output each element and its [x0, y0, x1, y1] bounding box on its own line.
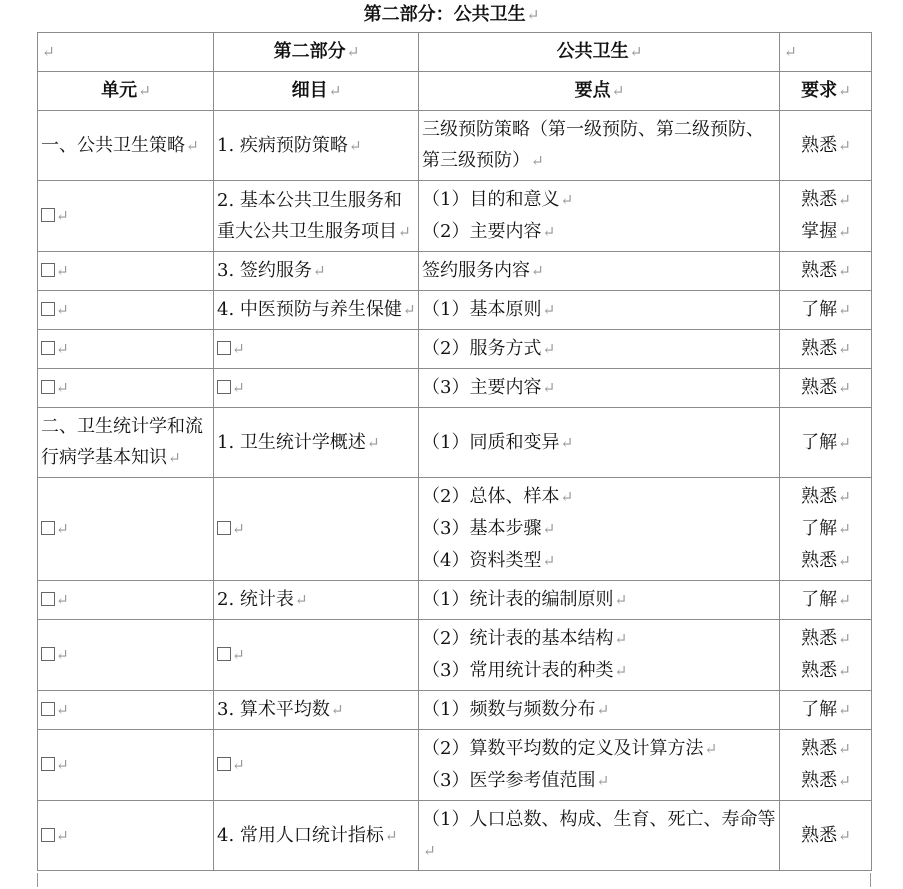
paragraph-mark-icon: ↵ — [384, 826, 398, 845]
page-corner-right — [870, 873, 871, 887]
cell-unit[interactable] — [38, 252, 214, 291]
cell-requirement-line-text: 掌握 — [801, 221, 838, 242]
cell-points-line — [422, 584, 777, 616]
cell-requirement-line — [783, 481, 869, 513]
paragraph-mark-icon: ↵ — [232, 756, 245, 774]
paragraph-mark-icon: ↵ — [611, 82, 625, 100]
cell-points-line-text: （2）总体、样本 — [422, 486, 560, 507]
paragraph-mark-icon: ↵ — [614, 662, 628, 680]
top-row-cell-part[interactable] — [214, 33, 419, 72]
cell-requirement[interactable] — [780, 181, 872, 252]
paragraph-mark-icon: ↵ — [56, 826, 69, 845]
table-row — [38, 291, 872, 330]
cell-item[interactable] — [214, 252, 419, 291]
header-item-label: 细目 — [291, 80, 328, 101]
paragraph-mark-icon: ↵ — [56, 591, 69, 609]
table-row — [38, 730, 872, 801]
header-unit-label: 单元 — [101, 80, 138, 101]
cell-requirement-line-text: 熟悉 — [801, 377, 838, 398]
cell-points[interactable] — [419, 620, 780, 691]
paragraph-mark-icon: ↵ — [398, 222, 411, 241]
paragraph-mark-icon: ↵ — [838, 772, 851, 790]
paragraph-mark-icon: ↵ — [138, 82, 151, 100]
paragraph-mark-icon: ↵ — [614, 591, 628, 609]
cell-points[interactable] — [419, 111, 780, 181]
empty-cell-box-icon — [41, 208, 55, 222]
empty-cell-box-icon — [217, 521, 231, 535]
cell-requirement-line-text: 熟悉 — [801, 486, 838, 507]
cell-requirement-line-text: 熟悉 — [801, 738, 838, 759]
cell-requirement-line — [783, 255, 869, 287]
paragraph-mark-icon: ↵ — [56, 379, 69, 397]
empty-cell-box-icon — [41, 302, 55, 316]
paragraph-mark-icon: ↵ — [838, 662, 851, 680]
paragraph-mark-icon: ↵ — [838, 82, 851, 100]
cell-points-line-text: （1）频数与频数分布 — [422, 699, 596, 720]
header-requirement[interactable] — [780, 72, 872, 111]
empty-cell-box-icon — [217, 647, 231, 661]
cell-requirement-line — [783, 765, 869, 797]
table-row — [38, 581, 872, 620]
paragraph-mark-icon: ↵ — [348, 136, 362, 155]
empty-cell-box-icon — [41, 380, 55, 394]
paragraph-mark-icon: ↵ — [838, 520, 851, 538]
cell-points-line — [422, 733, 777, 765]
cell-unit[interactable] — [38, 581, 214, 620]
cell-requirement-line-text: 熟悉 — [801, 134, 838, 156]
cell-requirement[interactable] — [780, 801, 872, 871]
table-row — [38, 408, 872, 478]
cell-requirement-line — [783, 513, 869, 545]
top-row-part-label: 第二部分 — [273, 41, 346, 62]
paragraph-mark-icon: ↵ — [838, 630, 851, 648]
cell-points-line-text: （3）基本步骤 — [422, 518, 542, 539]
cell-requirement-line — [783, 655, 869, 687]
paragraph-mark-icon: ↵ — [838, 340, 851, 358]
cell-unit-text: 二、卫生统计学和流行病学基本知识 — [41, 416, 203, 468]
cell-item[interactable] — [214, 181, 419, 252]
cell-requirement-line — [783, 333, 869, 365]
paragraph-mark-icon: ↵ — [531, 152, 544, 170]
cell-points-line-text: （2）服务方式 — [422, 338, 542, 359]
paragraph-mark-icon: ↵ — [526, 6, 540, 24]
cell-unit[interactable] — [38, 691, 214, 730]
cell-item-text: 1. 卫生统计学概述 — [217, 431, 366, 453]
paragraph-mark-icon: ↵ — [542, 379, 556, 397]
paragraph-mark-icon: ↵ — [596, 772, 610, 790]
table-row — [38, 330, 872, 369]
empty-cell-box-icon — [41, 828, 55, 842]
cell-item[interactable] — [214, 801, 419, 871]
paragraph-mark-icon: ↵ — [42, 43, 55, 61]
cell-item-text: 4. 中医预防与养生保健 — [217, 299, 402, 320]
top-row-subject-label: 公共卫生 — [556, 41, 629, 62]
top-row-cell-1[interactable] — [38, 33, 214, 72]
cell-unit[interactable] — [38, 620, 214, 691]
cell-points[interactable] — [419, 408, 780, 478]
paragraph-mark-icon: ↵ — [56, 701, 69, 719]
cell-requirement[interactable] — [780, 291, 872, 330]
cell-item-text: 2. 基本公共卫生服务和重大公共卫生服务项目 — [217, 189, 402, 242]
paragraph-mark-icon: ↵ — [838, 191, 851, 209]
cell-requirement[interactable] — [780, 691, 872, 730]
cell-requirement-line-text: 了解 — [801, 699, 838, 720]
cell-requirement-line — [783, 427, 869, 459]
paragraph-mark-icon: ↵ — [186, 136, 199, 155]
cell-requirement[interactable] — [780, 581, 872, 620]
cell-points-line — [422, 765, 777, 797]
cell-points[interactable] — [419, 730, 780, 801]
paragraph-mark-icon: ↵ — [560, 191, 574, 209]
table-top-row — [38, 33, 872, 72]
cell-unit[interactable] — [38, 478, 214, 581]
paragraph-mark-icon: ↵ — [704, 740, 718, 758]
cell-points-line-text: （1）人口总数、构成、生育、死亡、寿命等 — [422, 809, 776, 830]
cell-requirement-line — [783, 820, 869, 852]
cell-points[interactable] — [419, 801, 780, 871]
paragraph-mark-icon: ↵ — [838, 826, 851, 845]
empty-cell-box-icon — [41, 592, 55, 606]
cell-points[interactable] — [419, 581, 780, 620]
cell-unit[interactable] — [38, 181, 214, 252]
cell-requirement-line — [783, 372, 869, 404]
cell-requirement-line — [783, 216, 869, 248]
cell-item-text: 1. 疾病预防策略 — [217, 134, 348, 156]
cell-requirement-line-text: 了解 — [801, 431, 838, 453]
paragraph-mark-icon: ↵ — [542, 340, 556, 358]
paragraph-mark-icon: ↵ — [596, 701, 610, 719]
cell-requirement[interactable] — [780, 369, 872, 408]
cell-item[interactable] — [214, 408, 419, 478]
cell-points-line-text: （3）主要内容 — [422, 377, 542, 398]
empty-cell-box-icon — [217, 380, 231, 394]
cell-requirement-line-text: 了解 — [801, 518, 838, 539]
cell-points-line — [422, 184, 777, 216]
cell-requirement[interactable] — [780, 478, 872, 581]
paragraph-mark-icon: ↵ — [56, 301, 69, 319]
cell-requirement-line-text: 了解 — [801, 299, 838, 320]
header-points-label: 要点 — [574, 80, 611, 101]
empty-cell-box-icon — [41, 647, 55, 661]
table-row — [38, 620, 872, 691]
cell-points-line — [422, 294, 777, 326]
cell-requirement-line-text: 熟悉 — [801, 189, 838, 210]
cell-requirement-line-text: 了解 — [801, 589, 838, 610]
cell-points-line-text: （4）资料类型 — [422, 550, 542, 571]
paragraph-mark-icon: ↵ — [232, 520, 245, 538]
table-row — [38, 691, 872, 730]
paragraph-mark-icon: ↵ — [838, 591, 851, 609]
cell-item-text: 3. 算术平均数 — [217, 699, 330, 720]
cell-points-line-text: （1）基本原则 — [422, 299, 542, 320]
cell-requirement[interactable] — [780, 330, 872, 369]
cell-requirement-line-text: 熟悉 — [801, 338, 838, 359]
paragraph-mark-icon: ↵ — [56, 756, 69, 774]
paragraph-mark-icon: ↵ — [838, 262, 851, 280]
cell-points-line-text: （3）常用统计表的种类 — [422, 660, 614, 681]
cell-requirement[interactable] — [780, 620, 872, 691]
paragraph-mark-icon: ↵ — [168, 449, 181, 467]
empty-cell-box-icon — [41, 521, 55, 535]
paragraph-mark-icon: ↵ — [423, 842, 436, 860]
empty-cell-box-icon — [217, 757, 231, 771]
header-unit[interactable] — [38, 72, 214, 111]
cell-points-line — [422, 114, 777, 177]
cell-points-line-text: （2）主要内容 — [422, 221, 542, 242]
empty-cell-box-icon — [41, 702, 55, 716]
cell-requirement-line — [783, 733, 869, 765]
cell-requirement-line-text: 熟悉 — [801, 660, 838, 681]
cell-item-text: 2. 统计表 — [217, 589, 294, 610]
table-header-row — [38, 72, 872, 111]
cell-unit[interactable] — [38, 111, 214, 181]
cell-requirement-line — [783, 584, 869, 616]
cell-points[interactable] — [419, 330, 780, 369]
paragraph-mark-icon: ↵ — [838, 223, 851, 241]
cell-requirement[interactable] — [780, 408, 872, 478]
paragraph-mark-icon: ↵ — [56, 207, 69, 225]
cell-requirement-line — [783, 694, 869, 726]
cell-points[interactable] — [419, 291, 780, 330]
table-row — [38, 252, 872, 291]
paragraph-mark-icon: ↵ — [542, 223, 556, 241]
header-points[interactable] — [419, 72, 780, 111]
top-row-cell-4[interactable] — [780, 33, 872, 72]
cell-points[interactable] — [419, 478, 780, 581]
table-row — [38, 478, 872, 581]
cell-requirement-line-text: 熟悉 — [801, 770, 838, 791]
syllabus-table-body — [38, 33, 872, 871]
cell-points-line — [422, 655, 777, 687]
table-row — [38, 181, 872, 252]
cell-points-line — [422, 804, 777, 867]
table-row — [38, 801, 872, 871]
cell-item[interactable] — [214, 730, 419, 801]
cell-requirement-line — [783, 294, 869, 326]
cell-points-line-text: （2）算数平均数的定义及计算方法 — [422, 738, 704, 759]
paragraph-mark-icon: ↵ — [838, 379, 851, 397]
cell-item-text: 4. 常用人口统计指标 — [217, 824, 384, 846]
cell-requirement-line-text: 熟悉 — [801, 824, 838, 846]
cell-item[interactable] — [214, 478, 419, 581]
cell-unit[interactable] — [38, 408, 214, 478]
cell-points[interactable] — [419, 252, 780, 291]
syllabus-table — [37, 32, 872, 871]
cell-points-line — [422, 481, 777, 513]
cell-points-line — [422, 333, 777, 365]
cell-points-line — [422, 623, 777, 655]
cell-item[interactable] — [214, 620, 419, 691]
top-row-cell-subject[interactable] — [419, 33, 780, 72]
paragraph-mark-icon: ↵ — [346, 43, 360, 61]
cell-unit[interactable] — [38, 369, 214, 408]
paragraph-mark-icon: ↵ — [232, 340, 245, 358]
cell-points-line-text: 签约服务内容 — [422, 260, 530, 281]
paragraph-mark-icon: ↵ — [542, 552, 556, 570]
cell-requirement-line-text: 熟悉 — [801, 628, 838, 649]
paragraph-mark-icon: ↵ — [56, 520, 69, 538]
cell-requirement-line-text: 熟悉 — [801, 550, 838, 571]
paragraph-mark-icon: ↵ — [330, 701, 344, 719]
cell-points[interactable] — [419, 691, 780, 730]
cell-item[interactable] — [214, 691, 419, 730]
paragraph-mark-icon: ↵ — [531, 262, 544, 280]
paragraph-mark-icon: ↵ — [614, 630, 628, 648]
cell-points-line-text: （2）统计表的基本结构 — [422, 628, 614, 649]
cell-requirement-line — [783, 184, 869, 216]
cell-points-line-text: 三级预防策略（第一级预防、第二级预防、第三级预防） — [422, 119, 764, 171]
paragraph-mark-icon: ↵ — [542, 301, 556, 319]
paragraph-mark-icon: ↵ — [56, 646, 69, 664]
empty-cell-box-icon — [41, 341, 55, 355]
paragraph-mark-icon: ↵ — [629, 43, 643, 61]
cell-points-line — [422, 427, 777, 459]
paragraph-mark-icon: ↵ — [838, 701, 851, 719]
cell-item-text: 3. 签约服务 — [217, 260, 312, 281]
cell-points[interactable] — [419, 181, 780, 252]
document-title — [0, 4, 903, 26]
cell-requirement[interactable] — [780, 111, 872, 181]
empty-cell-box-icon — [217, 341, 231, 355]
cell-unit[interactable] — [38, 330, 214, 369]
paragraph-mark-icon: ↵ — [560, 488, 574, 506]
cell-requirement-line — [783, 130, 869, 162]
cell-requirement-line — [783, 623, 869, 655]
paragraph-mark-icon: ↵ — [560, 433, 574, 452]
cell-points-line-text: （1）统计表的编制原则 — [422, 589, 614, 610]
cell-points-line — [422, 694, 777, 726]
page-corner-left — [37, 873, 38, 887]
header-item[interactable] — [214, 72, 419, 111]
cell-points-line-text: （1）目的和意义 — [422, 189, 560, 210]
cell-points-line — [422, 372, 777, 404]
cell-unit[interactable] — [38, 730, 214, 801]
paragraph-mark-icon: ↵ — [312, 262, 326, 280]
paragraph-mark-icon: ↵ — [838, 488, 851, 506]
cell-item[interactable] — [214, 330, 419, 369]
paragraph-mark-icon: ↵ — [838, 301, 851, 319]
cell-points-line — [422, 216, 777, 248]
cell-item[interactable] — [214, 581, 419, 620]
empty-cell-box-icon — [41, 263, 55, 277]
header-requirement-label: 要求 — [801, 80, 838, 101]
cell-points-line — [422, 545, 777, 577]
cell-unit[interactable] — [38, 291, 214, 330]
cell-points-line — [422, 255, 777, 287]
paragraph-mark-icon: ↵ — [542, 520, 556, 538]
cell-requirement[interactable] — [780, 252, 872, 291]
table-row — [38, 369, 872, 408]
paragraph-mark-icon: ↵ — [838, 740, 851, 758]
paragraph-mark-icon: ↵ — [838, 552, 851, 570]
cell-points[interactable] — [419, 369, 780, 408]
paragraph-mark-icon: ↵ — [328, 82, 342, 100]
paragraph-mark-icon: ↵ — [838, 136, 851, 155]
cell-item[interactable] — [214, 111, 419, 181]
empty-cell-box-icon — [41, 757, 55, 771]
cell-item[interactable] — [214, 291, 419, 330]
cell-points-line — [422, 513, 777, 545]
paragraph-mark-icon: ↵ — [366, 433, 380, 452]
paragraph-mark-icon: ↵ — [232, 379, 245, 397]
cell-requirement-line-text: 熟悉 — [801, 260, 838, 281]
document-title-text: 第二部分：公共卫生 — [363, 4, 526, 25]
paragraph-mark-icon: ↵ — [838, 433, 851, 452]
cell-unit[interactable] — [38, 801, 214, 871]
paragraph-mark-icon: ↵ — [232, 646, 245, 664]
paragraph-mark-icon: ↵ — [294, 591, 308, 609]
paragraph-mark-icon: ↵ — [56, 262, 69, 280]
table-row — [38, 111, 872, 181]
cell-item[interactable] — [214, 369, 419, 408]
cell-requirement-line — [783, 545, 869, 577]
paragraph-mark-icon: ↵ — [56, 340, 69, 358]
cell-requirement[interactable] — [780, 730, 872, 801]
cell-unit-text: 一、公共卫生策略 — [41, 134, 185, 156]
paragraph-mark-icon: ↵ — [402, 301, 416, 319]
cell-points-line-text: （1）同质和变异 — [422, 431, 560, 453]
paragraph-mark-icon: ↵ — [784, 43, 797, 61]
cell-points-line-text: （3）医学参考值范围 — [422, 770, 596, 791]
